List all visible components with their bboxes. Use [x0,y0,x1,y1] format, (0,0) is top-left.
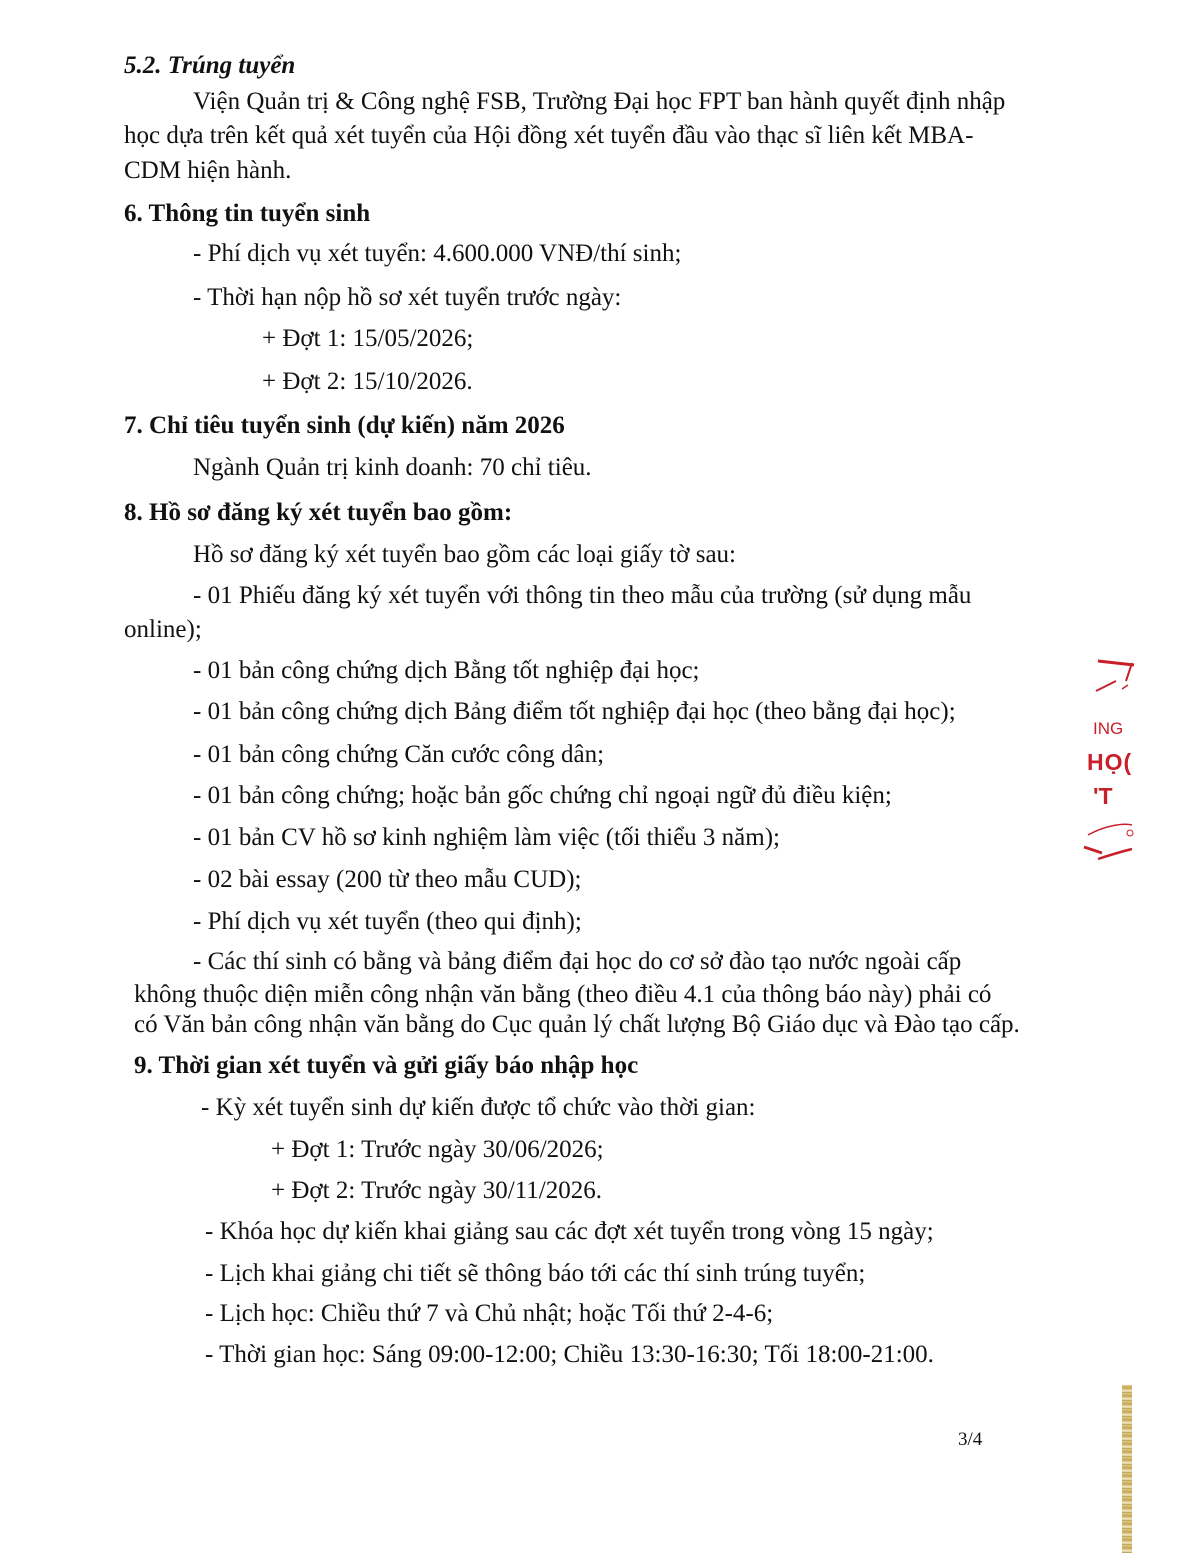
heading-5-2: 5.2. Trúng tuyển [124,52,296,79]
heading-8: 8. Hồ sơ đăng ký xét tuyển bao gồm: [124,499,513,526]
heading-7: 7. Chỉ tiêu tuyển sinh (dự kiến) năm 2026 [124,412,565,439]
page-number: 3/4 [958,1429,983,1450]
paragraph-line: CDM hiện hành. [124,157,292,184]
seal-text-fragment: ING [1093,719,1124,738]
list-item: - 01 bản công chứng dịch Bằng tốt nghiệp đại học; [193,657,700,684]
sub-list-item: + Đợt 1: Trước ngày 30/06/2026; [271,1136,604,1163]
sub-list-item: + Đợt 2: 15/10/2026. [262,368,473,395]
list-item: - Lịch khai giảng chi tiết sẽ thông báo tới các thí sinh trúng tuyển; [205,1260,866,1287]
seal-text-fragment: 'T [1093,783,1113,809]
list-item: - 01 bản công chứng Căn cước công dân; [193,741,605,768]
list-item-continuation: không thuộc diện miễn công nhận văn bằng (theo điều 4.1 của thông báo này) phải có [134,981,992,1008]
list-item: - 01 Phiếu đăng ký xét tuyển với thông tin theo mẫu của trường (sử dụng mẫu [193,582,972,609]
official-seal-fragment [1076,655,1200,870]
list-item-continuation: có Văn bản công nhận văn bằng do Cục quản lý chất lượng Bộ Giáo dục và Đào tạo cấp. [134,1011,1020,1038]
paragraph-line: Ngành Quản trị kinh doanh: 70 chỉ tiêu. [193,454,592,481]
sub-list-item: + Đợt 1: 15/05/2026; [262,325,474,352]
list-item: - Thời hạn nộp hồ sơ xét tuyển trước ngày: [193,284,622,311]
list-item: - Phí dịch vụ xét tuyển (theo qui định); [193,908,582,935]
paragraph-line: học dựa trên kết quả xét tuyển của Hội đồng xét tuyển đầu vào thạc sĩ liên kết MBA- [124,122,974,149]
scan-edge-artifact [1122,1385,1132,1553]
list-item: - 01 bản CV hồ sơ kinh nghiệm làm việc (tối thiểu 3 năm); [193,824,780,851]
list-item-continuation: online); [124,616,202,643]
list-item: - Các thí sinh có bằng và bảng điểm đại học do cơ sở đào tạo nước ngoài cấp [193,948,962,975]
list-item: - Khóa học dự kiến khai giảng sau các đợt xét tuyển trong vòng 15 ngày; [205,1218,934,1245]
list-item: - 01 bản công chứng; hoặc bản gốc chứng chỉ ngoại ngữ đủ điều kiện; [193,782,892,809]
list-item: - 02 bài essay (200 từ theo mẫu CUD); [193,866,582,893]
paragraph-line: Hồ sơ đăng ký xét tuyển bao gồm các loại giấy tờ sau: [193,541,736,568]
paragraph-line: Viện Quản trị & Công nghệ FSB, Trường Đại học FPT ban hành quyết định nhập [193,88,1006,115]
seal-text-fragment: HỌ( [1087,749,1133,775]
heading-6: 6. Thông tin tuyển sinh [124,200,371,227]
list-item: - Lịch học: Chiều thứ 7 và Chủ nhật; hoặc Tối thứ 2-4-6; [205,1300,774,1327]
list-item: - Thời gian học: Sáng 09:00-12:00; Chiều 13:30-16:30; Tối 18:00-21:00. [205,1341,934,1368]
heading-9: 9. Thời gian xét tuyển và gửi giấy báo nhập học [134,1052,639,1079]
list-item: - Phí dịch vụ xét tuyển: 4.600.000 VNĐ/thí sinh; [193,240,682,267]
list-item: - 01 bản công chứng dịch Bảng điểm tốt nghiệp đại học (theo bằng đại học); [193,698,956,725]
sub-list-item: + Đợt 2: Trước ngày 30/11/2026. [271,1177,602,1204]
list-item: - Kỳ xét tuyển sinh dự kiến được tổ chức vào thời gian: [201,1094,756,1121]
